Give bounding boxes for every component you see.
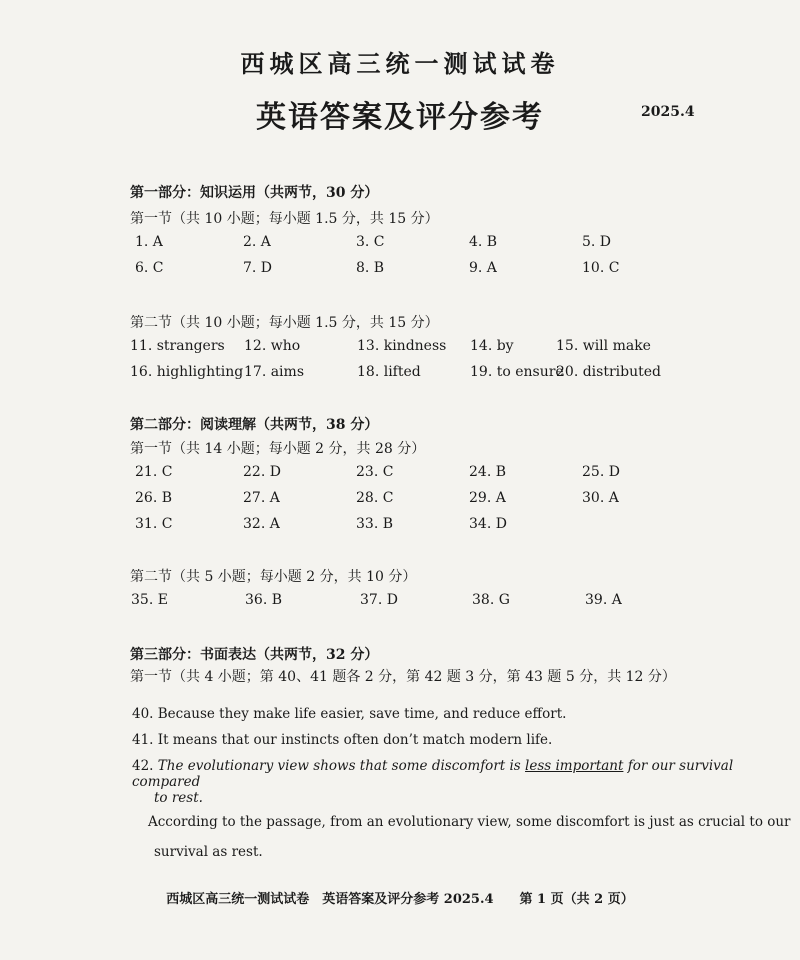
answer-item: 38. G [472,592,510,608]
answer-row [0,490,800,510]
answer-item: 10. C [582,260,620,276]
answer-item: 26. B [135,490,173,506]
answer-row [0,516,800,536]
answer-row [0,234,800,254]
answer-item: 11. strangers [130,338,225,354]
answer-item: 14. by [470,338,514,354]
answer-42-incorrect [132,758,800,790]
document-title: 英语答案及评分参考 [256,100,544,135]
answer-item: 13. kindness [357,338,447,354]
answer-item: 30. A [582,490,619,506]
answer-42-text-cont: to rest. [154,790,203,806]
answer-item: 37. D [360,592,398,608]
answer-item: 20. distributed [556,364,661,380]
answer-item: 12. who [244,338,301,354]
answer-item: 7. D [243,260,273,276]
answer-41: 41. It means that our instincts often don’t match modern life. [132,732,553,748]
exam-title: 西城区高三统一测试试卷 [240,49,560,78]
answer-item: 19. to ensure [470,364,564,380]
part3-heading: 第三部分：书面表达（共两节，32 分） [130,647,379,663]
answer-item: 18. lifted [357,364,421,380]
answer-item: 5. D [582,234,612,250]
part2-heading: 第二部分：阅读理解（共两节，38 分） [130,417,379,433]
answer-item: 2. A [243,234,271,250]
answer-item: 34. D [469,516,507,532]
answer-42-underlined: less important [525,758,624,774]
answer-item: 6. C [135,260,164,276]
answer-item: 22. D [243,464,281,480]
answer-row [0,464,800,484]
page-footer: 西城区高三统一测试试卷 英语答案及评分参考 2025.4 第 1 页（共 2 页） [166,892,634,907]
part1-sec2-heading: 第二节（共 10 小题；每小题 1.5 分，共 15 分） [130,315,439,331]
part2-sec2-heading: 第二节（共 5 小题；每小题 2 分，共 10 分） [130,569,417,585]
exam-date: 2025.4 [641,104,695,120]
answer-item: 36. B [245,592,283,608]
answer-item: 28. C [356,490,394,506]
part2-sec1-heading: 第一节（共 14 小题；每小题 2 分，共 28 分） [130,441,426,457]
answer-40: 40. Because they make life easier, save time, and reduce effort. [132,706,567,722]
part1-sec1-heading: 第一节（共 10 小题；每小题 1.5 分，共 15 分） [130,211,439,227]
answer-42-number: 42. [132,758,158,774]
answer-item: 27. A [243,490,280,506]
answer-item: 21. C [135,464,173,480]
answer-item: 17. aims [244,364,304,380]
answer-item: 1. A [135,234,163,250]
answer-row [0,338,800,358]
part1-heading: 第一部分：知识运用（共两节，30 分） [130,185,379,201]
answer-row [0,592,800,612]
answer-42-text: The evolutionary view shows that some discomfort is [157,758,526,774]
answer-item: 31. C [135,516,173,532]
answer-item: 39. A [585,592,622,608]
answer-item: 3. C [356,234,385,250]
answer-item: 29. A [469,490,506,506]
answer-item: 8. B [356,260,385,276]
answer-item: 9. A [469,260,497,276]
answer-item: 15. will make [556,338,651,354]
answer-item: 25. D [582,464,620,480]
answer-item: 33. B [356,516,394,532]
answer-42-correction-cont: survival as rest. [154,844,263,860]
answer-item: 23. C [356,464,394,480]
answer-item: 24. B [469,464,507,480]
answer-item: 16. highlighting [130,364,244,380]
answer-42-correction: According to the passage, from an evolutionary view, some discomfort is just as crucial to our [148,814,791,830]
answer-row [0,364,800,384]
part3-sec1-heading: 第一节（共 4 小题；第 40、41 题各 2 分，第 42 题 3 分，第 43 题 5 分，共 12 分） [130,669,676,685]
answer-row [0,260,800,280]
answer-item: 4. B [469,234,498,250]
answer-42-text: for our survival compared [132,758,734,790]
answer-item: 32. A [243,516,280,532]
answer-item: 35. E [131,592,168,608]
